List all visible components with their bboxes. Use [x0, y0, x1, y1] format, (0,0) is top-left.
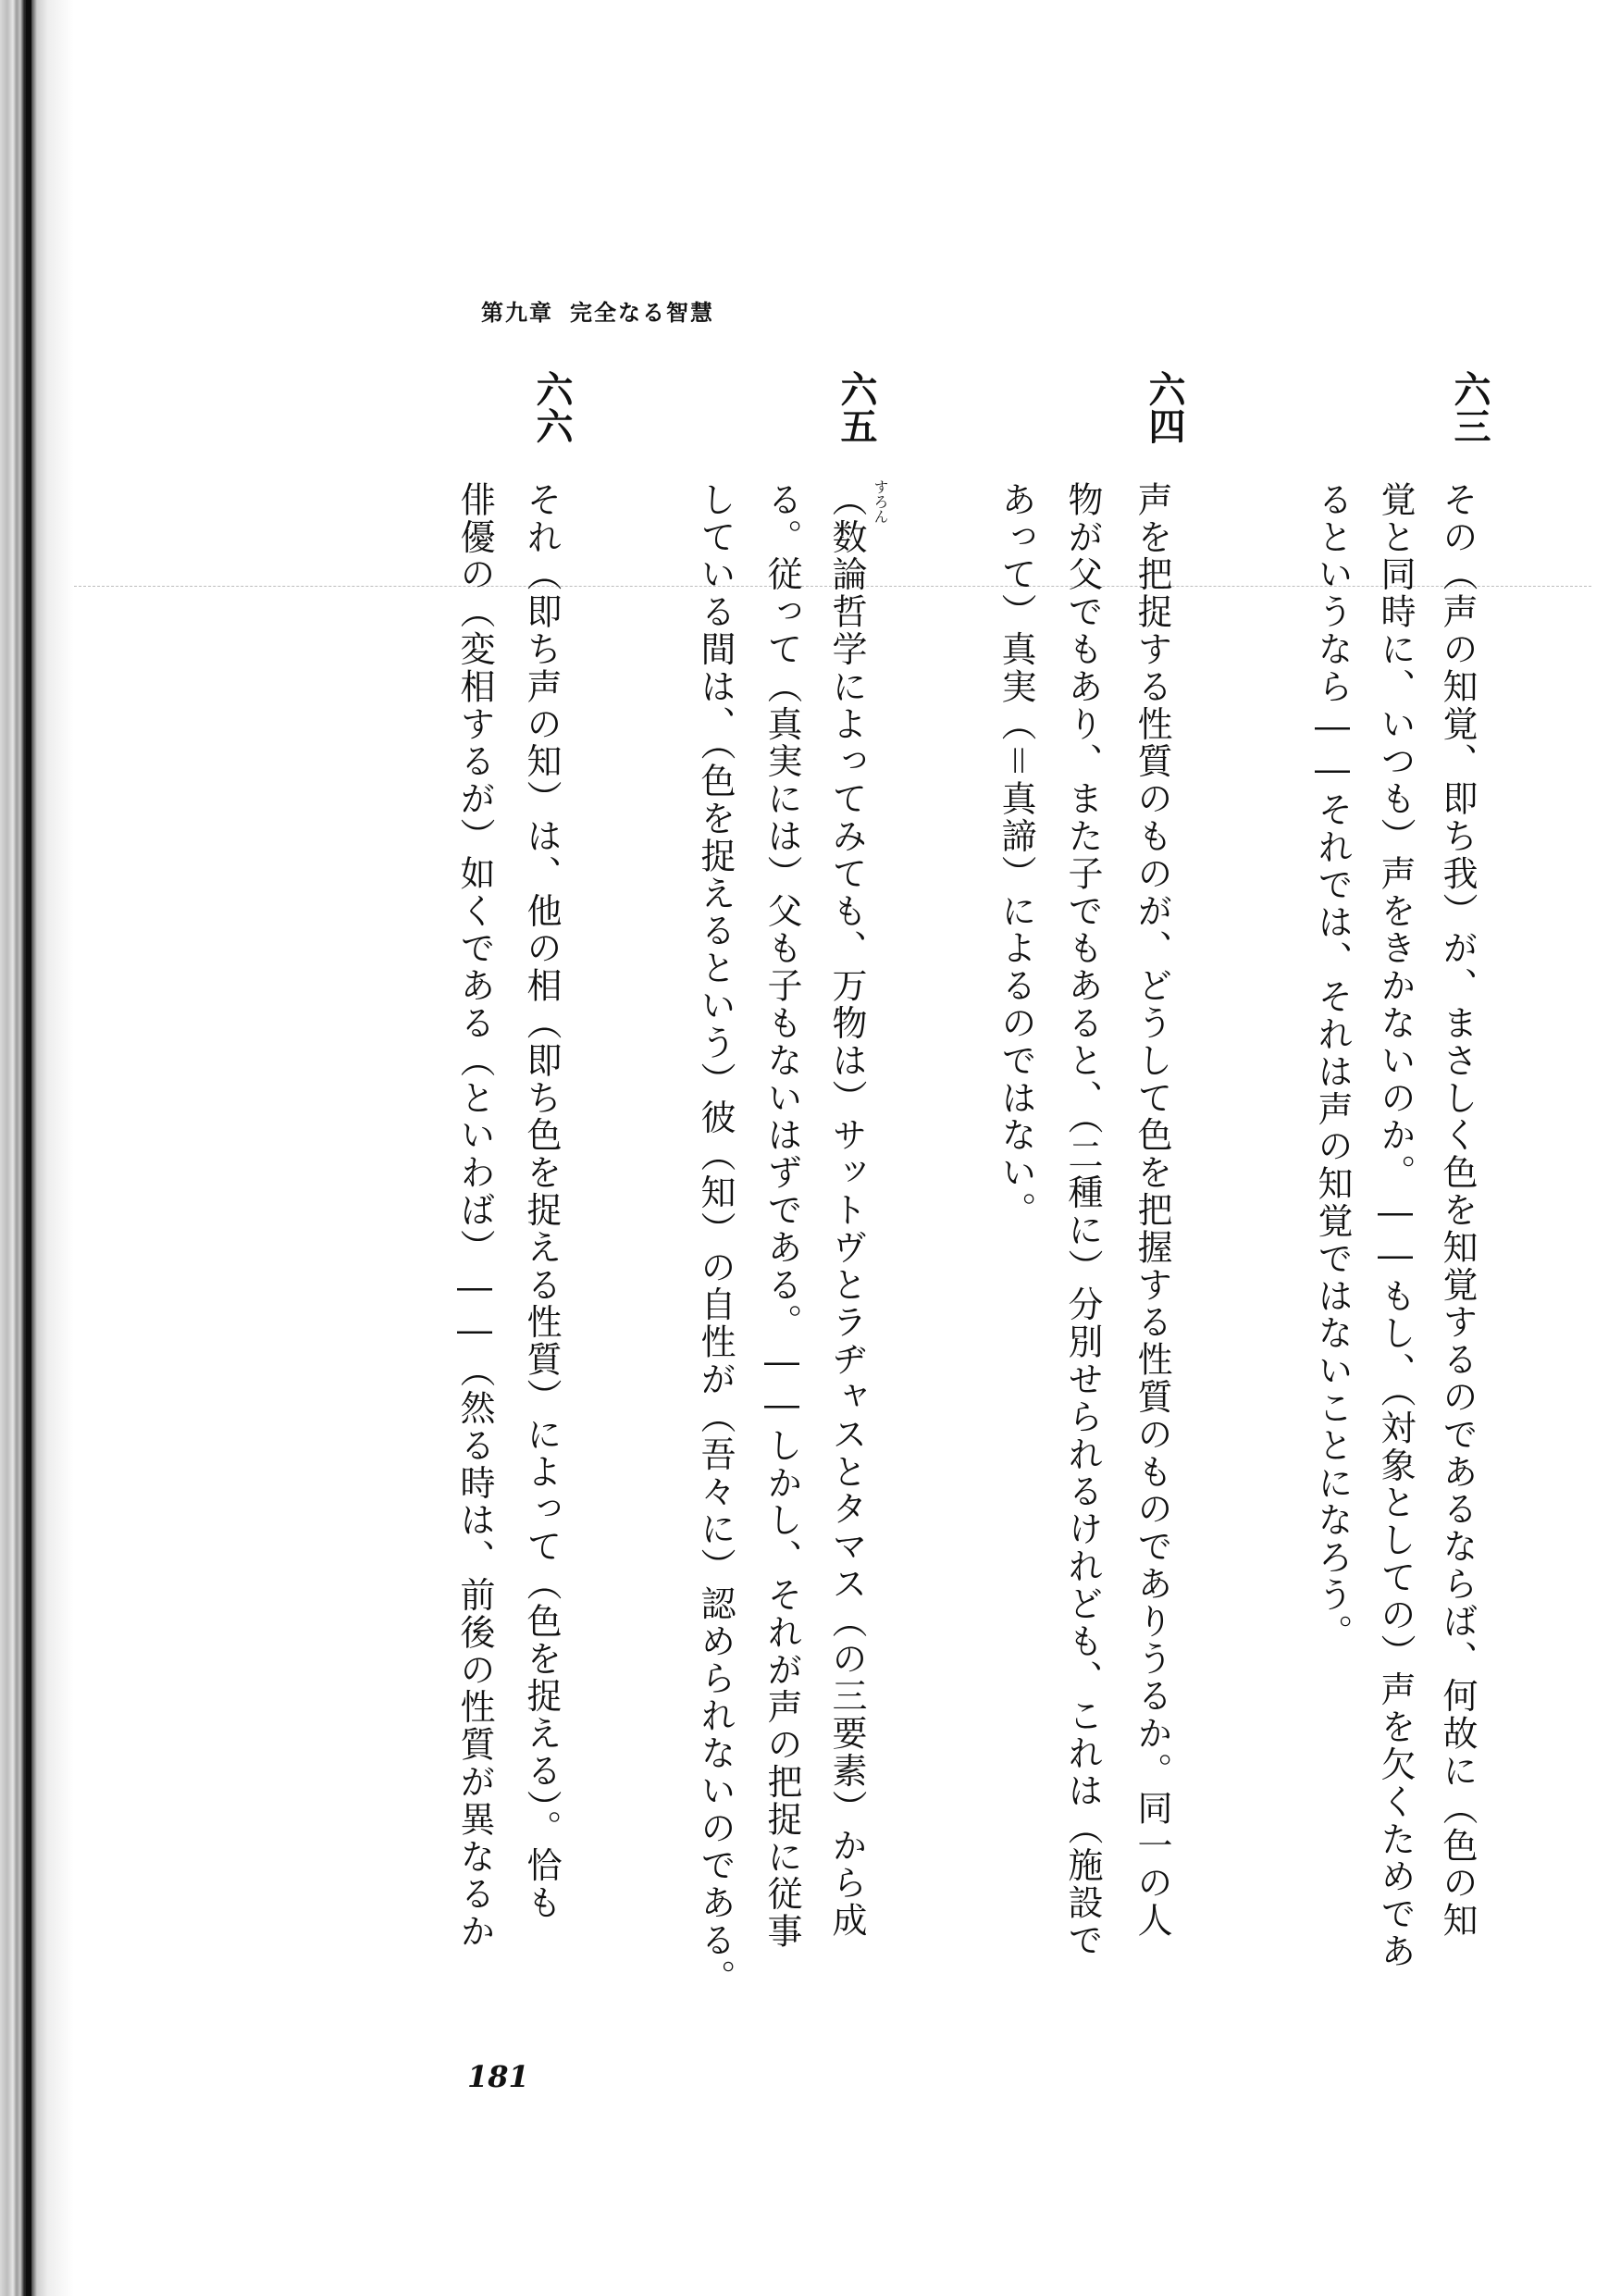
verse-65-line-3: している間は、（色を捉えるという）彼（知）の自性が（吾々に）認められないのである。: [695, 481, 736, 1997]
verse-64-line-1: 声を把捉する性質のものが、どうして色を把握する性質のものでありうるか。同一の人: [1132, 481, 1172, 1940]
verse-66-line-1: それ（即ち声の知）は、他の相（即ち色を捉える性質）によって（色を捉える）。恰も: [521, 481, 562, 1922]
verse-65-line-2: る。従って（真実には）父も子もないはずである。――しかし、それが声の把捉に従事: [761, 481, 802, 1951]
furigana-suron: すろん: [872, 479, 889, 524]
verse-number-65: 六五: [835, 370, 877, 444]
running-header: [481, 294, 731, 327]
verse-64-line-2: 物が父でもあり、また子でもあると、（二種に）分別せられるけれども、これは（施設で: [1062, 481, 1103, 1959]
verse-64-line-3: あって）真実（＝真諦）によるのではない。: [996, 481, 1036, 1229]
verse-66-line-2: 俳優の（変相するが）如くである（といわば）――（然る時は、前後の性質が異なるか: [454, 481, 495, 1951]
verse-number-66: 六六: [530, 370, 573, 444]
verse-number-63: 六三: [1448, 370, 1491, 444]
page-number: 181: [467, 2059, 529, 2094]
verse-number-64: 六四: [1143, 370, 1185, 444]
verse-65-line-1: （数論哲学によってみても、万物は）サットヴとラヂャスとタマス（の三要素）から成: [826, 481, 867, 1940]
binding-gutter-shadow: [0, 0, 74, 2296]
chapter-title: 完全なる智慧: [570, 300, 714, 326]
verse-63-line-1: その（声の知覚、即ち我）が、まさしく色を知覚するのであるならば、何故に（色の知: [1437, 481, 1478, 1940]
verse-63-line-3: るというなら――それでは、それは声の知覚ではないことになろう。: [1312, 481, 1353, 1652]
verse-63-line-2: 覚と同時に、いつも）声をきかないのか。――もし、（対象としての）声を欠くためであ: [1375, 481, 1416, 1970]
chapter-label: 第九章: [481, 300, 553, 326]
binding-edge-line: [26, 0, 31, 2296]
